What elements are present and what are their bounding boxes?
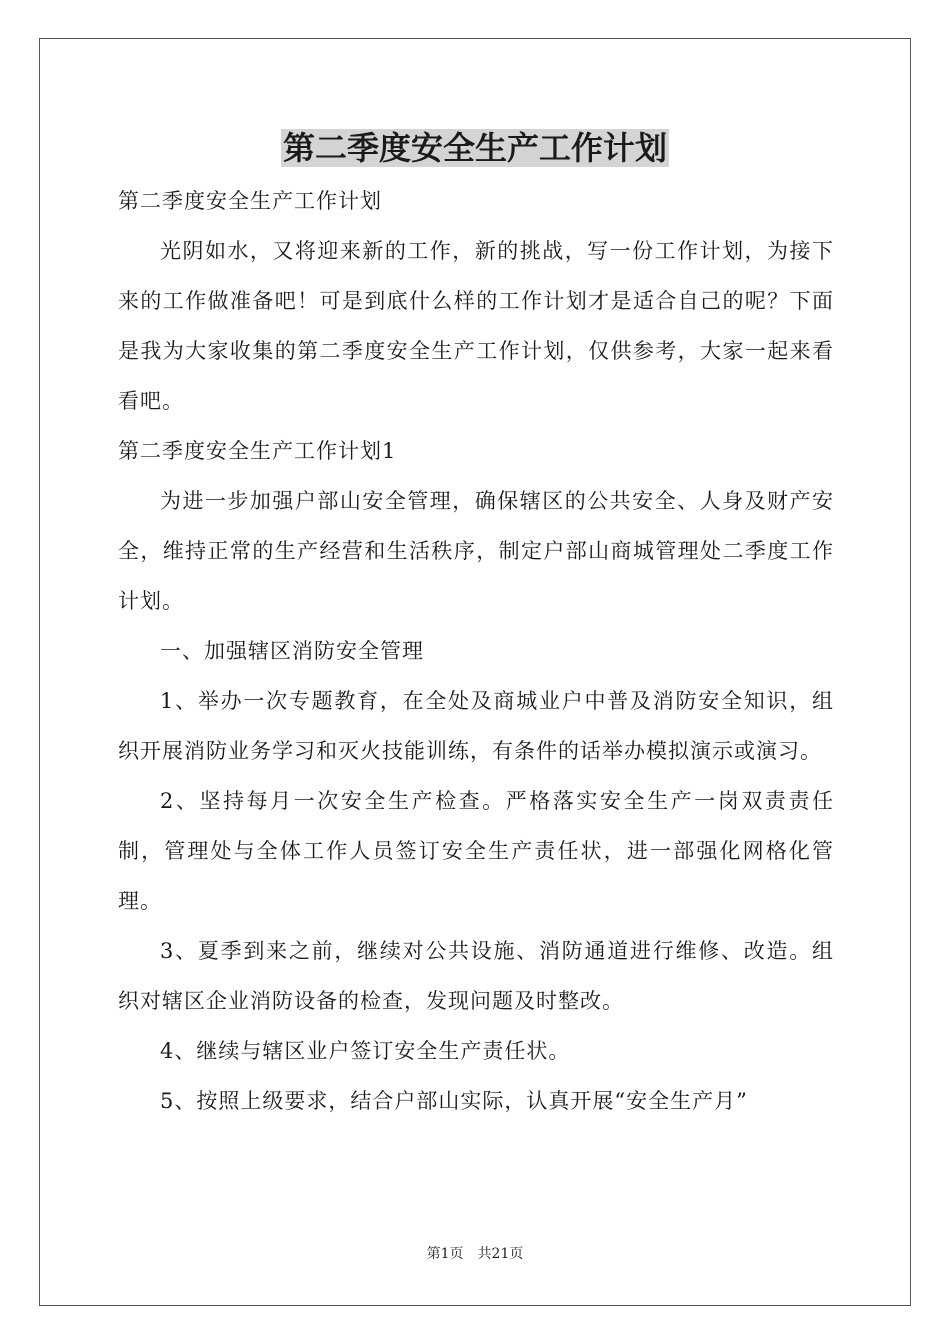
paragraph-0: 第二季度安全生产工作计划: [118, 189, 382, 213]
document-title-text: 第二季度安全生产工作计划: [282, 129, 667, 167]
paragraph-1: 光阴如水，又将迎来新的工作，新的挑战，写一份工作计划，为接下来的工作做准备吧！可是到底什么样的工作计划才是适合自己的呢？下面是我为大家收集的第二季度安全生产工作计划，仅供参考，大家一起来看看吧。: [118, 239, 834, 413]
document-body: [118, 176, 834, 1126]
paragraph-5: 1、举办一次专题教育，在全处及商城业户中普及消防安全知识，组织开展消防业务学习和灭火技能训练，有条件的话举办模拟演示或演习。: [118, 689, 834, 763]
paragraph-9: 5、按照上级要求，结合户部山实际，认真开展“安全生产月”: [160, 1089, 748, 1113]
page-total: 共21页: [477, 1246, 524, 1262]
paragraph-3: 为进一步加强户部山安全管理，确保辖区的公共安全、人身及财产安全，维持正常的生产经营和生活秩序，制定户部山商城管理处二季度工作计划。: [118, 489, 834, 613]
page-footer: [0, 1244, 950, 1264]
page-number: 第1页: [426, 1246, 464, 1262]
document-title: [0, 126, 950, 170]
paragraph-6: 2、坚持每月一次安全生产检查。严格落实安全生产一岗双责责任制，管理处与全体工作人员签订安全生产责任状，进一部强化网格化管理。: [118, 789, 834, 913]
paragraph-2: 第二季度安全生产工作计划1: [118, 439, 397, 463]
paragraph-8: 4、继续与辖区业户签订安全生产责任状。: [160, 1039, 571, 1063]
paragraph-7: 3、夏季到来之前，继续对公共设施、消防通道进行维修、改造。组织对辖区企业消防设备的检查，发现问题及时整改。: [118, 939, 834, 1013]
paragraph-4: 一、加强辖区消防安全管理: [160, 639, 424, 663]
